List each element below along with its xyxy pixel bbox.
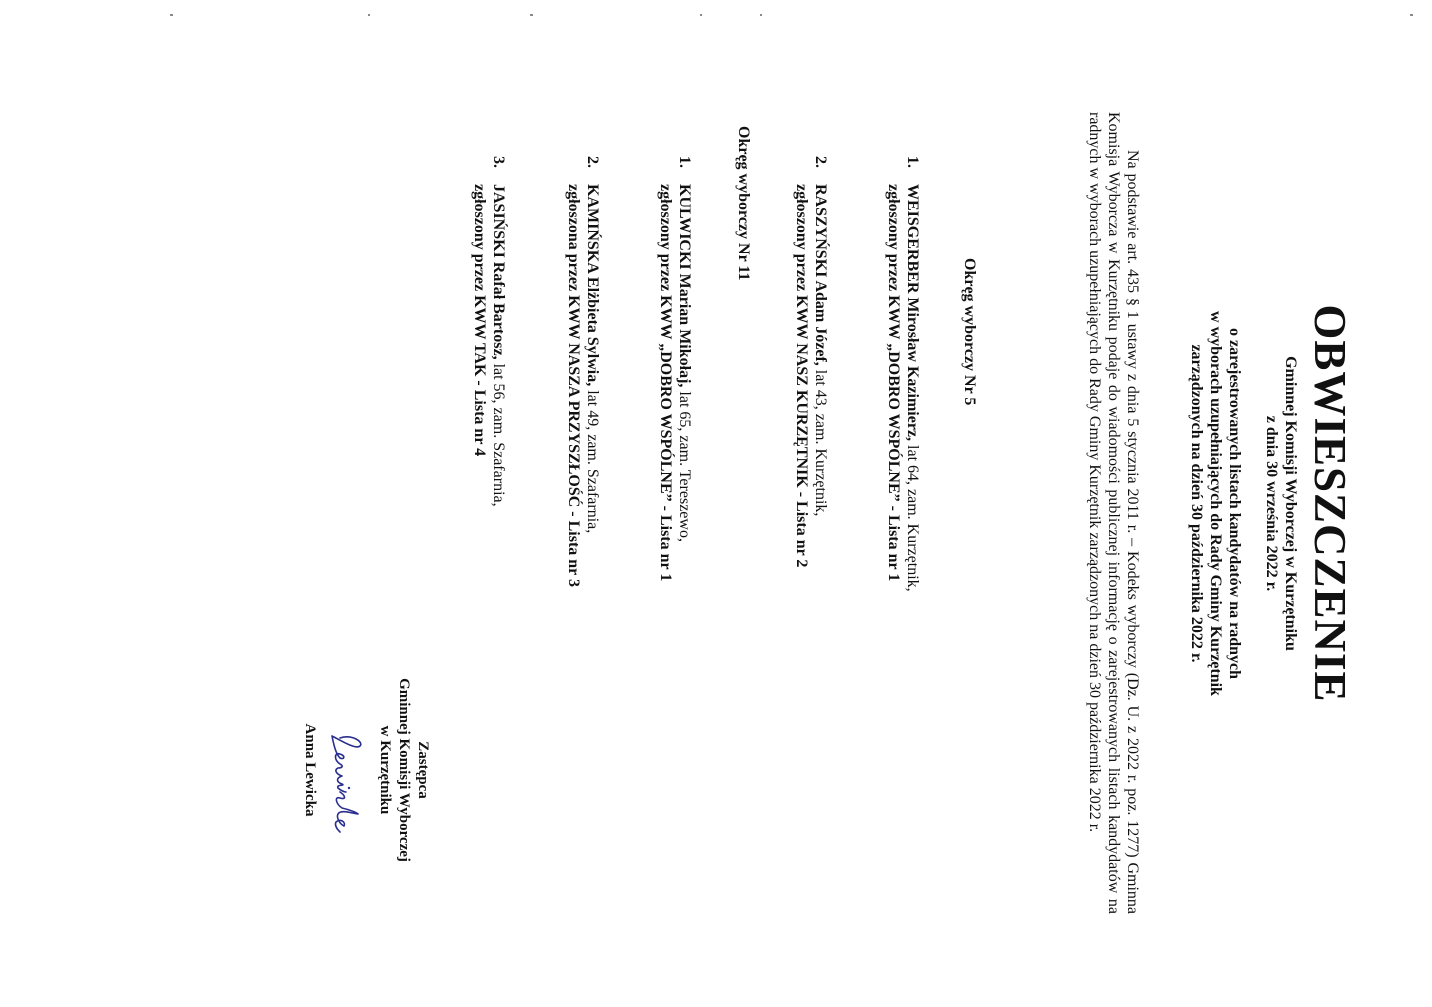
signatory-body: Gminnej Komisji Wyborczej [396,678,412,862]
subject-block [1187,0,1244,1007]
candidate-entry [884,156,922,924]
candidate-entry [564,156,602,924]
candidate-list: zgłoszony przez KWW „DOBRO WSPÓLNE” - Lista nr 1 [885,184,902,582]
candidate-name: RASZYŃSKI Adam Józef, [812,184,829,366]
candidate-number: 1. [676,156,693,168]
candidate-number: 3. [490,156,507,168]
candidate-list: zgłoszona przez KWW NASZA PRZYSZŁOŚĆ - Lista nr 3 [565,184,582,587]
signer-name: Anna Lewicka [302,723,318,817]
candidate-details: lat 49, zam. Szafarnia, [584,386,601,534]
candidate-details: lat 65, zam. Tereszewo, [676,387,693,542]
candidate-number: 1. [904,156,921,168]
candidate-list: zgłoszony przez KWW NASZ KURZĘTNIK - Lista nr 2 [793,184,810,568]
issuer-block [1262,0,1300,1007]
signatory-location: w Kurzętniku [377,725,393,815]
candidate-name: WEISGERBER Mirosław Kazimierz, [904,184,921,442]
candidate-entry [470,156,508,924]
document-title: OBWIESZCZENIE [1305,304,1355,703]
candidate-name: KULWICKI Marian Mikołaj, [676,184,693,388]
candidate-list: zgłoszony przez KWW „DOBRO WSPÓLNE” - Lista nr 1 [657,184,674,582]
signatory-title: Zastępca [415,741,431,799]
candidate-entry [656,156,694,924]
subject-line: w wyborach uzupełniających do Rady Gminy Kurzętnik [1207,311,1224,696]
candidate-details: lat 43, zam. Kurzętnik, [812,365,829,517]
candidate-list: zgłoszony przez KWW TAK - Lista nr 4 [471,184,488,457]
district-heading: Okręg wyborczy Nr 5 [961,258,978,406]
candidate-details: lat 56, zam. Szafarnia, [490,359,507,507]
issuer-name: Gminnej Komisji Wyborczej w Kurzętniku [1282,356,1299,651]
candidate-name: KAMIŃSKA Elżbieta Sylwia, [584,184,601,387]
candidate-details: lat 64, zam. Kurzętnik, [904,441,921,592]
intro-paragraph: Na podstawie art. 435 § 1 ustawy z dnia 5 stycznia 2011 r. – Kodeks wyborczy (Dz. U. z 2022 r. poz. 1277) Gminna Komisja Wyborcza w Kurzętniku podaje do wiadomości publicznej informację o zarejestrowanych listach kandydatów na radnych w wyborach uzupełniających do Rady Gminy Kurzętnik zarządzonych na dzień 30 października 2022 r. [1086,112,1141,914]
candidate-number: 2. [812,156,829,168]
signature-block [375,670,432,870]
candidate-number: 2. [584,156,601,168]
handwritten-signature [322,724,370,834]
issue-date: z dnia 30 września 2022 r. [1263,415,1280,592]
candidate-name: JASIŃSKI Rafał Bartosz, [490,184,507,360]
district-heading: Okręg wyborczy Nr 11 [735,126,752,281]
candidate-entry [792,156,830,924]
subject-line: o zarejestrowanych listach kandydatów na radnych [1226,328,1243,679]
subject-line: zarządzonych na dzień 30 października 2022 r. [1188,344,1205,663]
